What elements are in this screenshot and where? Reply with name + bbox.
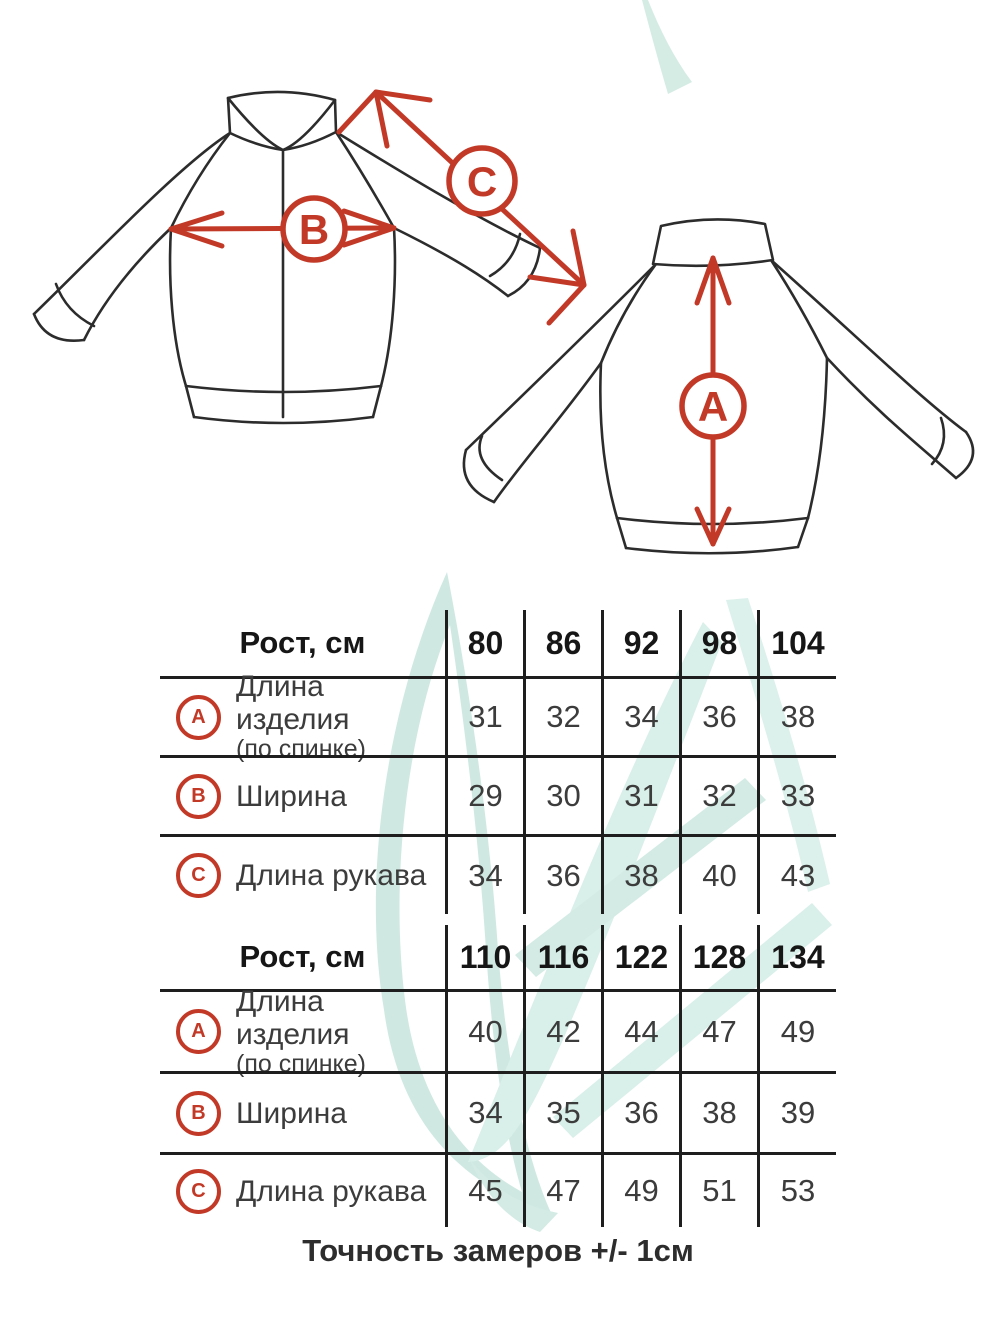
table-value: 34	[445, 1074, 523, 1152]
size-col-header: 116	[523, 925, 601, 989]
table-value: 44	[601, 992, 679, 1071]
row-label-cell	[160, 1155, 445, 1227]
table-value: 47	[523, 1155, 601, 1227]
table-row-length	[160, 670, 836, 764]
table-value: 32	[679, 758, 757, 834]
table-header-row	[160, 610, 836, 676]
row-label: Ширина	[236, 1096, 347, 1130]
table-value: 40	[679, 837, 757, 914]
table-value: 34	[601, 679, 679, 755]
row-label: Длина изделия (по спинке)	[236, 670, 366, 764]
table-value: 38	[601, 837, 679, 914]
row-label-cell	[160, 837, 445, 914]
row-label: Длина рукава	[236, 1174, 427, 1208]
table-row-width	[160, 755, 836, 834]
marker-badge-b: B	[176, 1091, 221, 1136]
row-label-cell	[160, 670, 445, 764]
table-value: 49	[601, 1155, 679, 1227]
marker-badge-a: A	[176, 1009, 221, 1054]
table-row-length	[160, 984, 836, 1078]
size-col-header: 128	[679, 925, 757, 989]
table-value: 35	[523, 1074, 601, 1152]
table-value: 39	[757, 1074, 836, 1152]
row-label-cell	[160, 758, 445, 834]
measure-arrow-c	[339, 92, 584, 323]
table-value: 31	[445, 679, 523, 755]
row-label-cell	[160, 984, 445, 1078]
front-jacket-drawing	[34, 92, 540, 423]
marker-badge-c: C	[176, 1169, 221, 1214]
row-label: Ширина	[236, 779, 347, 813]
height-header-label: Рост, см	[239, 625, 366, 660]
row-label-cell	[160, 1074, 445, 1152]
table-value: 43	[757, 837, 836, 914]
table-value: 32	[523, 679, 601, 755]
table-value: 47	[679, 992, 757, 1071]
size-col-header: 110	[445, 925, 523, 989]
measure-arrow-a	[682, 258, 744, 544]
table-value: 38	[679, 1074, 757, 1152]
table-value: 30	[523, 758, 601, 834]
marker-badge-a: A	[176, 695, 221, 740]
marker-letter-c: C	[466, 158, 498, 205]
measurement-diagram	[0, 0, 1000, 620]
table-value: 40	[445, 992, 523, 1071]
table-value: 51	[679, 1155, 757, 1227]
size-col-header: 92	[601, 610, 679, 676]
size-table-110-134	[160, 925, 836, 1227]
table-value: 33	[757, 758, 836, 834]
marker-letter-b: B	[298, 206, 330, 253]
size-col-header: 80	[445, 610, 523, 676]
size-col-header: 104	[757, 610, 836, 676]
table-value: 36	[601, 1074, 679, 1152]
table-value: 45	[445, 1155, 523, 1227]
accuracy-note: Точность замеров +/- 1см	[302, 1233, 694, 1268]
table-value: 36	[679, 679, 757, 755]
table-value: 42	[523, 992, 601, 1071]
marker-badge-b: B	[176, 774, 221, 819]
size-table-80-104	[160, 610, 836, 914]
table-row-width	[160, 1071, 836, 1152]
marker-badge-c: C	[176, 853, 221, 898]
size-col-header: 86	[523, 610, 601, 676]
table-value: 31	[601, 758, 679, 834]
row-label: Длина рукава	[236, 859, 427, 892]
size-col-header: 122	[601, 925, 679, 989]
table-value: 49	[757, 992, 836, 1071]
table-value: 34	[445, 837, 523, 914]
table-value: 53	[757, 1155, 836, 1227]
row-label: Длина изделия (по спинке)	[236, 984, 366, 1078]
table-value: 38	[757, 679, 836, 755]
size-col-header: 134	[757, 925, 836, 989]
table-row-sleeve	[160, 1152, 836, 1227]
table-header-row	[160, 925, 836, 989]
size-col-header: 98	[679, 610, 757, 676]
height-header-label: Рост, см	[239, 939, 366, 974]
table-value: 36	[523, 837, 601, 914]
marker-letter-a: A	[697, 383, 729, 430]
table-value: 29	[445, 758, 523, 834]
table-row-sleeve	[160, 834, 836, 914]
